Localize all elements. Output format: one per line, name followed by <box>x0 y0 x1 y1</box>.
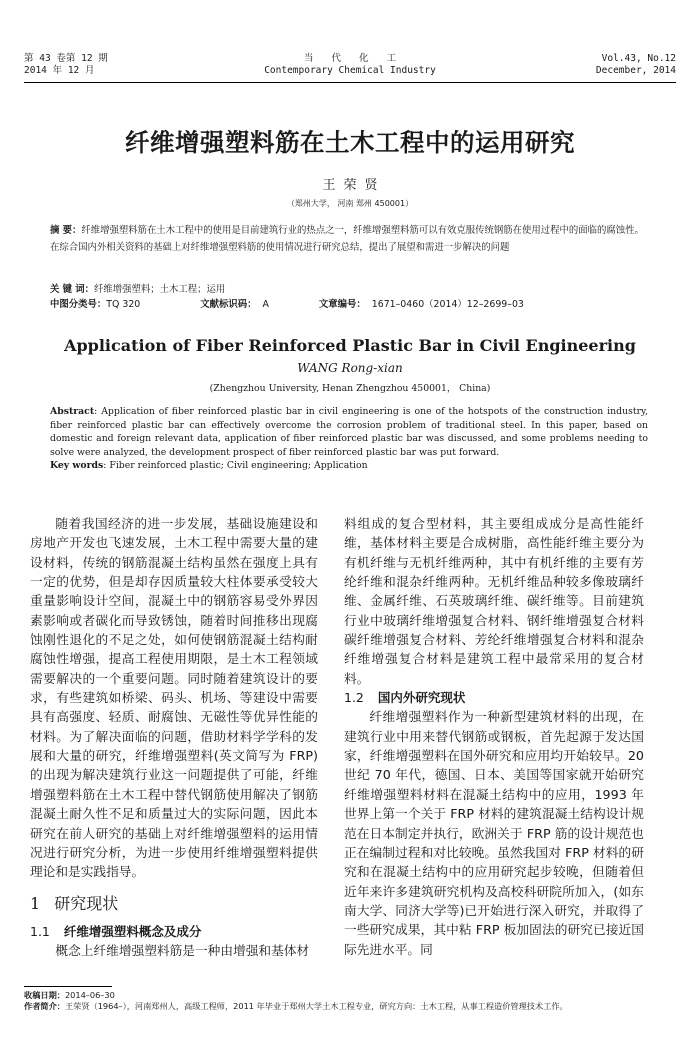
doc-code-value: A <box>262 299 269 310</box>
header-volume-en <box>596 53 676 77</box>
header-date-en-line: December, 2014 <box>595 65 676 76</box>
subsection-1-1-heading <box>30 922 318 941</box>
subsection-1-1-title: 纤维增强塑料概念及成分 <box>63 923 202 939</box>
bio-label: 作者简介： <box>24 1001 65 1011</box>
header-date-line: 2014 年 12 月 <box>24 65 95 76</box>
section-1-heading <box>30 894 318 914</box>
intro-paragraph: 随着我国经济的进一步发展，基础设施建设和房地产开发也飞速发展，土木工程中需要大量的建设材料，传统的钢筋混凝土结构虽然在强度上具有一定的优势，但是却存因质量较大柱体要承受较大重量影响设计空间，混凝土中的钢筋容易受外界因素影响或者碳化而导致锈蚀，随着时间推移出现腐蚀刚性退化的不足之处，如何使钢筋混凝土结构耐腐蚀性增强，提高工程使用期限，是土木工程领域需要解决的一个重要问题。同时随着建筑设计的要求，有些建筑如桥梁、码头、机场、等建设中需要具有高强度、轻质、耐腐蚀、无磁性等优异性能的材料。为了解决面临的问题，借助材料学学科的发展和大量的研究，纤维增强塑料(英文简写为 FRP)的出现为解决建筑行业这一问题提供了可能，纤维增强塑料筋在土木工程中替代钢筋使用解决了钢筋混凝土耐久性不足和质量过大的实际问题，因此本研究在前人研究的基础上对纤维增强塑料的运用情况进行研究分析，为进一步使用纤维增强塑料提供理论和是实践指导。 <box>30 516 318 880</box>
abstract-en <box>50 405 648 473</box>
clc-label: 中图分类号： <box>50 299 107 310</box>
body-column-left <box>30 514 318 960</box>
footnote-received <box>24 990 684 1001</box>
header-vol-en-line: Vol.43, No.12 <box>601 53 676 64</box>
clc-value: TQ 320 <box>106 299 141 310</box>
article-no-label: 文章编号： <box>318 299 366 310</box>
article-no-value: 1671–0460（2014）12–2699–03 <box>371 299 524 310</box>
subsection-1-1-number: 1.1 <box>30 923 50 939</box>
received-label: 收稿日期： <box>24 990 65 1000</box>
subsection-1-1-paragraph: 概念上纤维增强塑料筋是一种由增强和基体材 <box>55 942 310 958</box>
subsection-1-2-heading <box>344 688 644 707</box>
body-column-right <box>344 514 644 959</box>
keywords-cn-label: 关 键 词： <box>50 284 95 295</box>
abstract-en-text: : Application of fiber reinforced plastic bar in civil engineering is one of the hotspots of the construction industry, fiber reinforced plastic bar can effectively overcome the corrosion problem of traditional steel. In this paper, based on domestic and foreign relevant data, application of fiber reinforced plastic bar was discussed, and some problems needing to solve were analyzed, the development prospect of fiber reinforced plastic bar was put forward. <box>50 406 648 458</box>
footnote-rule <box>24 986 112 987</box>
classification-row <box>50 298 524 312</box>
abstract-cn-text: 纤维增强塑料筋在土木工程中的使用是目前建筑行业的热点之一，纤维增强塑料筋可以有效克服传统钢筋在使用过程中的面临的腐蚀性。在综合国内外相关资料的基础上对纤维增强塑料筋的使用情况进行研究总结，提出了展望和需进一步解决的问题 <box>50 225 644 253</box>
subsection-1-2-number: 1.2 <box>344 690 364 706</box>
abstract-cn-label: 摘 要： <box>50 225 82 236</box>
journal-name-en: Contemporary Chemical Industry <box>264 65 436 76</box>
section-1-title: 研究现状 <box>54 893 119 913</box>
keywords-cn-text: 纤维增强塑料；土木工程；运用 <box>94 284 226 295</box>
running-header <box>24 52 676 83</box>
keywords-cn <box>50 283 225 297</box>
keywords-en-text: : Fiber reinforced plastic; Civil engineering; Application <box>103 460 368 472</box>
subsection-1-1-paragraph-continued: 料组成的复合型材料，其主要组成成分是高性能纤维，基体材料主要是合成树脂，高性能纤维主要分为有机纤维与无机纤维两种，其中有机纤维的主要有芳纶纤维和混杂纤维两种。无机纤维品种较多像玻璃纤维、金属纤维、石英玻璃纤维、碳纤维等。目前建筑行业中玻璃纤维增强复合材料、钢纤维增强复合材料碳纤维增强复合材料、芳纶纤维增强复合材料和混杂纤维增强复合材料是建筑工程中最常采用的复合材料。 <box>344 516 644 686</box>
article-title-en: Application of Fiber Reinforced Plastic Bar in Civil Engineering <box>64 336 636 355</box>
subsection-1-2-paragraph: 纤维增强塑料作为一种新型建筑材料的出现，在建筑行业中用来替代钢筋或钢板，首先起源于发达国家，纤维增强塑料在国外研究和应用均开始较早。20 世纪 70 年代，德国、日本、美国等国家就开始研究纤维增强塑料材料在混凝土结构中的应用，1993 年世界上第一个关于 FRP 材料的建筑混凝土结构设计规范在日本制定并执行，欧洲关于 FRP 筋的设计规范也正在编制过程和对比较晚。虽然我国对 FRP 材料的研究和在混凝土结构中的应用研究起步较晚，但随着但近年来许多建筑研究机构及高校科研院所加入，(如东南大学、同济大学等)已开始进行深入研究，并取得了一些研究成果，其中粘 FRP 板加固法的研究已接近国际先进水平。同 <box>344 709 644 957</box>
author-name-en: WANG Rong-xian <box>297 361 403 375</box>
subsection-1-2-title: 国内外研究现状 <box>377 690 466 706</box>
received-date: 2014–06–30 <box>64 990 115 1000</box>
header-volume-line: 第 43 卷第 12 期 <box>24 53 108 64</box>
footnote-bio <box>24 1001 684 1012</box>
author-name-cn: 王荣贤 <box>322 178 386 193</box>
footnote <box>24 990 684 1012</box>
affiliation-cn: （郑州大学， 河南 郑州 450001） <box>286 199 414 208</box>
abstract-cn <box>50 223 650 256</box>
bio-text: 王荣贤（1964–），河南郑州人，高级工程师，2011 年毕业于郑州大学土木工程专业，研究方向：土木工程，从事工程造价管理技术工作。 <box>64 1001 568 1011</box>
section-1-number: 1 <box>30 893 41 913</box>
article-title-cn: 纤维增强塑料筋在土木工程中的运用研究 <box>125 128 575 157</box>
affiliation-en: (Zhengzhou University, Henan Zhengzhou 450001， China) <box>209 383 491 394</box>
journal-name-cn: 当代化工 <box>303 53 414 64</box>
keywords-en-label: Key words <box>50 460 104 472</box>
header-journal <box>24 53 676 77</box>
doc-code-label: 文献标识码： <box>200 299 257 310</box>
abstract-en-label: Abstract <box>50 406 95 417</box>
